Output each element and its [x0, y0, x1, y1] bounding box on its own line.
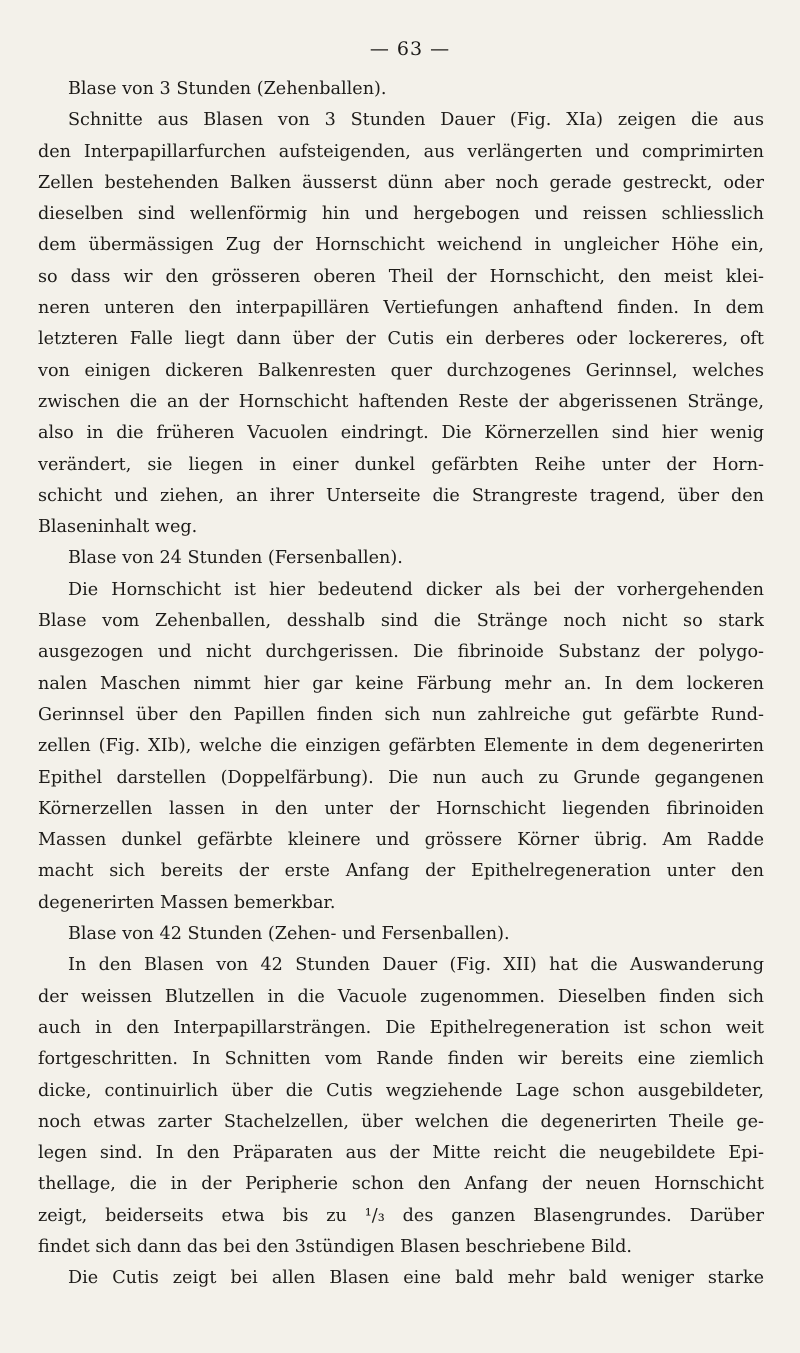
text-line: Epithel darstellen (Doppelfärbung). Die nun auch zu Grunde gegangenen: [38, 767, 764, 788]
body-text: [38, 74, 764, 1295]
text-line: Die Hornschicht ist hier bedeutend dicker als bei der vorhergehenden: [68, 579, 764, 600]
text-line: Blase vom Zehenballen, desshalb sind die Stränge noch nicht so stark: [38, 611, 764, 632]
page-number: — 63 —: [369, 38, 451, 60]
text-line: so dass wir den grösseren oberen Theil der Hornschicht, den meist klei-: [38, 266, 764, 287]
text-line: dem übermässigen Zug der Hornschicht weichend in ungleicher Höhe ein,: [38, 235, 764, 256]
text-line: degenerirten Massen bemerkbar.: [38, 892, 336, 913]
text-line: der weissen Blutzellen in die Vacuole zugenommen. Dieselben finden sich: [38, 986, 764, 1007]
text-line: neren unteren den interpapillären Vertiefungen anhaftend finden. In dem: [38, 298, 764, 319]
text-line: fortgeschritten. In Schnitten vom Rande finden wir bereits eine ziemlich: [38, 1049, 764, 1070]
text-line: verändert, sie liegen in einer dunkel gefärbten Reihe unter der Horn-: [38, 454, 764, 475]
text-line: Blaseninhalt weg.: [38, 517, 198, 538]
text-line: Zellen bestehenden Balken äusserst dünn aber noch gerade gestreckt, oder: [38, 172, 764, 193]
text-line: macht sich bereits der erste Anfang der Epithelregeneration unter den: [38, 861, 764, 882]
text-line: auch in den Interpapillarsträngen. Die Epithelregeneration ist schon weit: [38, 1017, 764, 1038]
text-line: findet sich dann das bei den 3stündigen Blasen beschriebene Bild.: [38, 1236, 632, 1257]
text-line: legen sind. In den Präparaten aus der Mitte reicht die neugebildete Epi-: [38, 1143, 764, 1164]
text-line: In den Blasen von 42 Stunden Dauer (Fig. XII) hat die Auswanderung: [68, 955, 764, 976]
text-line: dicke, continuirlich über die Cutis wegziehende Lage schon ausgebildeter,: [38, 1080, 764, 1101]
text-line: Gerinnsel über den Papillen finden sich nun zahlreiche gut gefärbte Rund-: [38, 704, 764, 725]
text-line: schicht und ziehen, an ihrer Unterseite die Strangreste tragend, über den: [38, 485, 764, 506]
text-line: thellage, die in der Peripherie schon den Anfang der neuen Hornschicht: [38, 1174, 764, 1195]
text-line: Blase von 42 Stunden (Zehen- und Fersenballen).: [68, 924, 510, 945]
text-line: ausgezogen und nicht durchgerissen. Die fibrinoide Substanz der polygo-: [38, 642, 764, 663]
text-line: von einigen dickeren Balkenresten quer durchzogenes Gerinnsel, welches: [38, 360, 764, 381]
text-line: noch etwas zarter Stachelzellen, über welchen die degenerirten Theile ge-: [38, 1111, 764, 1132]
text-line: Schnitte aus Blasen von 3 Stunden Dauer (Fig. XIa) zeigen die aus: [68, 110, 764, 131]
text-line: Massen dunkel gefärbte kleinere und grössere Körner übrig. Am Radde: [38, 830, 764, 851]
text-line: Blase von 24 Stunden (Fersenballen).: [68, 548, 403, 569]
text-line: Körnerzellen lassen in den unter der Hornschicht liegenden fibrinoiden: [38, 798, 764, 819]
text-line: zwischen die an der Hornschicht haftenden Reste der abgerissenen Stränge,: [38, 391, 764, 412]
text-line: letzteren Falle liegt dann über der Cutis ein derberes oder lockereres, oft: [38, 329, 764, 350]
text-line: dieselben sind wellenförmig hin und hergebogen und reissen schliesslich: [38, 204, 764, 225]
text-line: Blase von 3 Stunden (Zehenballen).: [68, 79, 387, 99]
text-line: zellen (Fig. XIb), welche die einzigen gefärbten Elemente in dem degenerirten: [38, 736, 764, 757]
text-line: zeigt, beiderseits etwa bis zu ¹/₃ des ganzen Blasengrundes. Darüber: [38, 1205, 764, 1226]
text-line: Die Cutis zeigt bei allen Blasen eine bald mehr bald weniger starke: [68, 1268, 764, 1289]
text-line: den Interpapillarfurchen aufsteigenden, aus verlängerten und comprimirten: [38, 141, 764, 162]
text-line: nalen Maschen nimmt hier gar keine Färbung mehr an. In dem lockeren: [38, 673, 764, 694]
text-line: also in die früheren Vacuolen eindringt. Die Körnerzellen sind hier wenig: [38, 423, 764, 444]
